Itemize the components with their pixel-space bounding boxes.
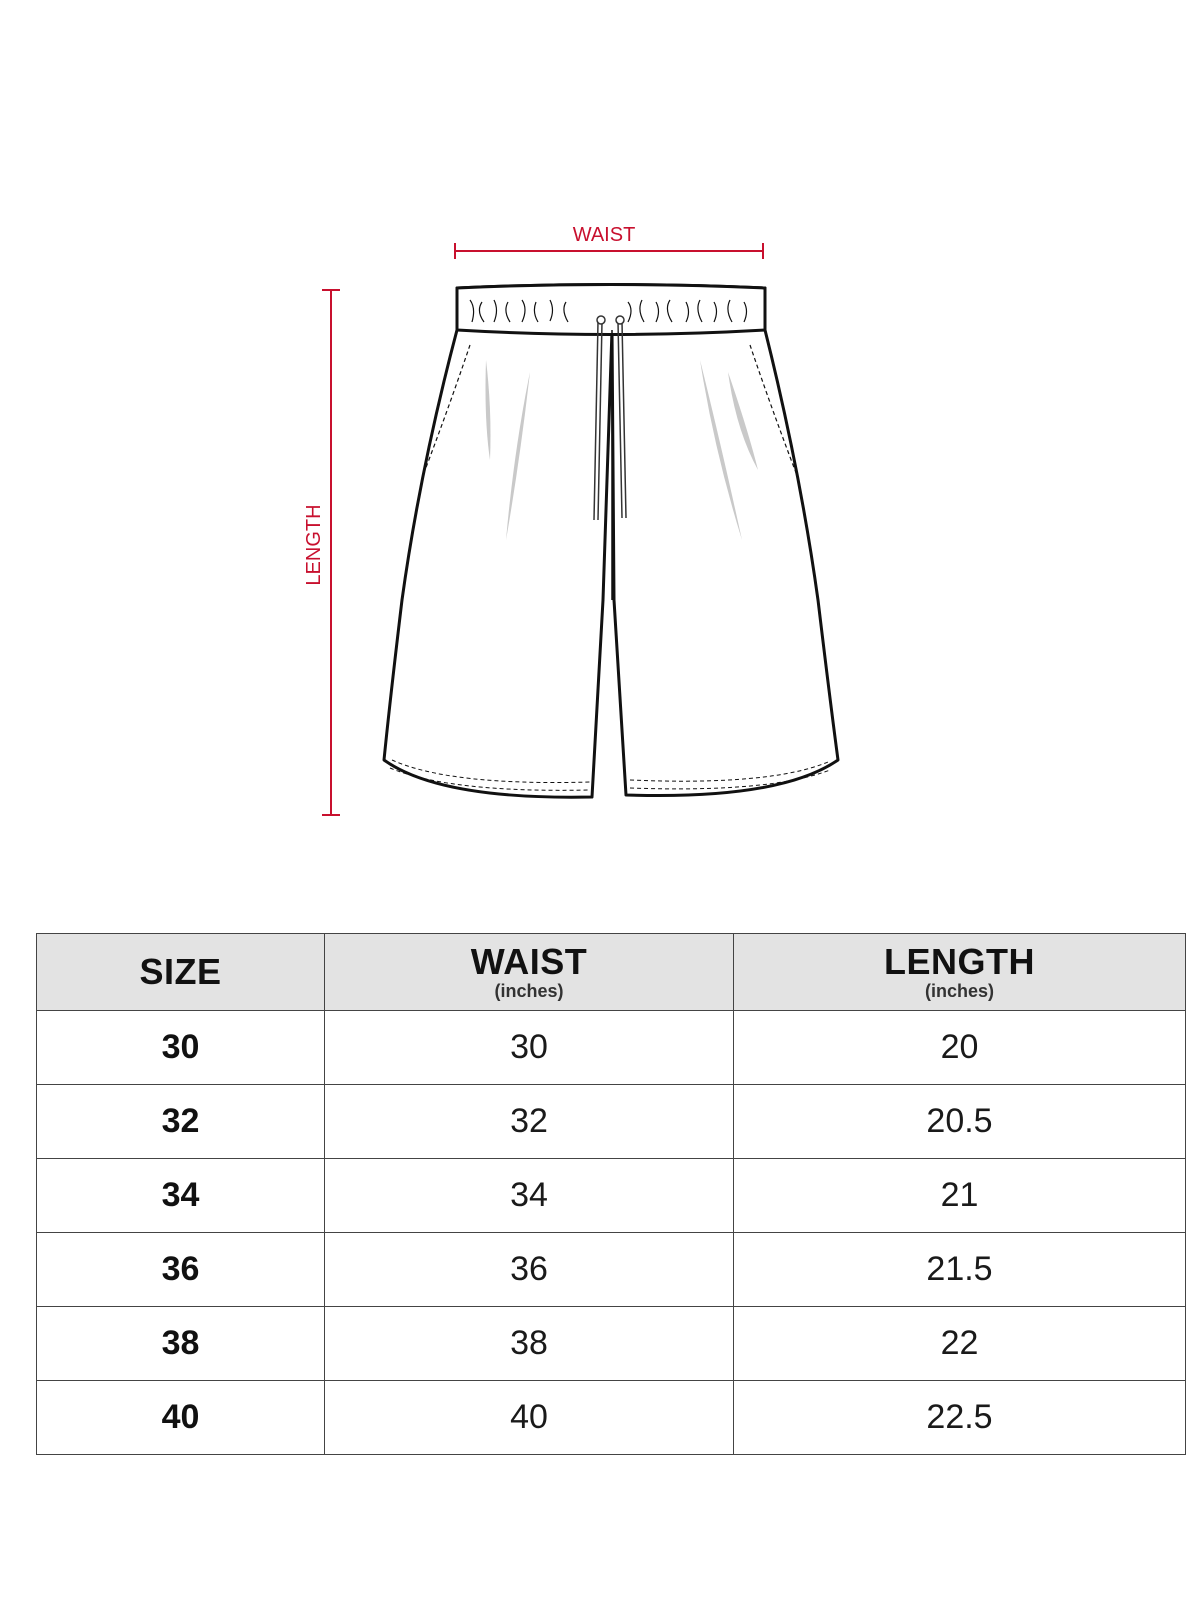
size-cell: 36 <box>37 1233 325 1307</box>
header-row <box>37 934 1186 1011</box>
length-cell: 20 <box>734 1011 1186 1085</box>
length-cell: 21 <box>734 1159 1186 1233</box>
header-size-label: SIZE <box>139 951 222 992</box>
size-chart-table <box>36 933 1186 1455</box>
waist-cell: 34 <box>325 1159 734 1233</box>
table-row <box>37 1233 1186 1307</box>
table-row <box>37 1011 1186 1085</box>
header-waist-label: WAIST <box>470 941 588 982</box>
waist-cell: 32 <box>325 1085 734 1159</box>
waist-cell: 38 <box>325 1307 734 1381</box>
size-cell: 30 <box>37 1011 325 1085</box>
size-cell: 40 <box>37 1381 325 1455</box>
shorts-illustration <box>384 285 838 798</box>
size-cell: 38 <box>37 1307 325 1381</box>
table-row <box>37 1381 1186 1455</box>
table-row <box>37 1307 1186 1381</box>
header-waist-unit: (inches) <box>494 981 564 1001</box>
size-cell: 34 <box>37 1159 325 1233</box>
waist-cell: 30 <box>325 1011 734 1085</box>
table-row <box>37 1159 1186 1233</box>
header-length-unit: (inches) <box>924 981 994 1001</box>
size-chart-body <box>37 1011 1186 1455</box>
size-cell: 32 <box>37 1085 325 1159</box>
size-chart-header <box>37 934 1186 1011</box>
length-cell: 22 <box>734 1307 1186 1381</box>
length-cell: 21.5 <box>734 1233 1186 1307</box>
length-cell: 22.5 <box>734 1381 1186 1455</box>
table-row <box>37 1085 1186 1159</box>
waist-cell: 36 <box>325 1233 734 1307</box>
waist-cell: 40 <box>325 1381 734 1455</box>
header-length-label: LENGTH <box>884 941 1035 982</box>
waist-measure-label: WAIST <box>572 224 636 246</box>
length-measure-label: LENGTH <box>303 504 325 586</box>
length-cell: 20.5 <box>734 1085 1186 1159</box>
header-length <box>734 934 1186 1011</box>
header-size <box>37 934 325 1011</box>
header-waist <box>325 934 734 1011</box>
